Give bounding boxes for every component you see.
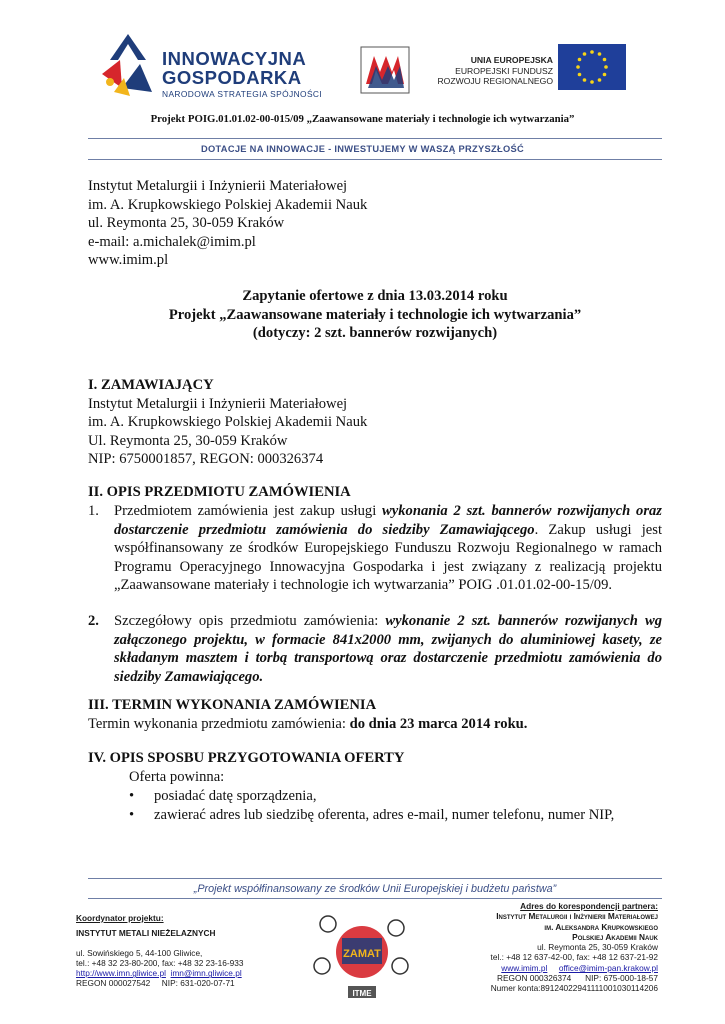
list-item: • posiadać datę sporządzenia, — [129, 788, 317, 804]
header-slogan: DOTACJE NA INNOWACJE - INWESTUJEMY W WASZĄ PRZYSZŁOŚĆ — [200, 144, 525, 154]
section-heading: III. TERMIN WYKONANIA ZAMÓWIENIA — [88, 697, 377, 713]
bullet-icon: • — [129, 788, 135, 804]
coordinator-email-link[interactable]: imn@imn.gliwice.pl — [170, 968, 242, 979]
list-item: 2. Szczegółowy opis przedmiotu zamówienia: wykonanie 2 szt. bannerów rozwijanych wg załączonego projektu, w formacie 841x2000 mm, zwijanych do aluminiowej kasety, ze składanym masztem i torbą transportową oraz dostarczenie przedmiotu zamówienia do siedziby Zamawiającego. — [88, 613, 663, 685]
list-item: 1. Przedmiotem zamówienia jest zakup usługi wykonania 2 szt. bannerów rozwijanych oraz dostarczenie przedmiotu zamówienia do siedziby Zamawiającego. Zakup usługi jest współfinansowany ze środków Europejskiego Funduszu Rozwoju Regionalnego w ramach Programu Operacyjnego Innowacyjna Gospodarka i jest związany z realizacją projektu „Zaawansowane materiały i technologie ich wytwarzania” POIG .01.01.02-00-15/09. — [88, 503, 662, 593]
logo-title: INNOWACYJNA GOSPODARKA — [162, 48, 307, 88]
section-termin: III. TERMIN WYKONANIA ZAMÓWIENIA Termin wykonania przedmiotu zamówienia: do dnia 23 marca 2014 roku. — [88, 697, 528, 732]
footer-partner: Adres do korespondencji partnera: Instytut Metalurgii i Inżynierii Materiałowej im. Aleksandra Krupkowskiego Polskiej Akademii Nauk ul. Reymonta 25, 30-059 Kraków tel.: +48 12 637-42-00, fax: +48 12 637-21-92 www.imim.pl office@imim-pan.krakow.pl REGON 000326374 NIP: 675-000-18-57 Numer konta:89124022941111001030114206 — [490, 901, 658, 994]
svg-text:ITME: ITME — [352, 989, 372, 998]
partner-www-link[interactable]: www.imim.pl — [501, 962, 548, 973]
eu-caption: UNIA EUROPEJSKA EUROPEJSKI FUNDUSZ ROZWOJU REGIONALNEGO — [437, 55, 553, 86]
section-heading: II. OPIS PRZEDMIOTU ZAMÓWIENIA — [88, 484, 351, 500]
header-divider-2 — [88, 159, 662, 160]
footer-slogan: „Projekt współfinansowany ze środków Unii Europejskiej i budżetu państwa” — [193, 883, 557, 895]
coordinator-www-link[interactable]: http://www.imn.gliwice.pl — [76, 968, 166, 979]
sender-address: Instytut Metalurgii i Inżynierii Materiałowej im. A. Krupkowskiego Polskiej Akademii Nauk ul. Reymonta 25, 30-059 Kraków e-mail: a.michalek@imim.pl www.imim.pl — [88, 178, 368, 268]
svg-text:ZAMAT: ZAMAT — [343, 948, 381, 960]
zamat-emblem-icon — [308, 908, 416, 1004]
innowacyjna-gospodarka-logo-icon — [100, 30, 158, 100]
footer-coordinator: Koordynator projektu: INSTYTUT METALI NIEŻELAZNYCH ul. Sowińskiego 5, 44-100 Gliwice, tel.: +48 32 23-80-200, fax: +48 32 23-16-933 http://www.imn.gliwice.pl imn@imn.gliwice.pl REGON 000027542 NIP: 631-020-07-71 — [76, 913, 244, 989]
footer-divider-2 — [88, 898, 662, 899]
list-item: • zawierać adres lub siedzibę oferenta, adres e-mail, numer telefonu, numer NIP, — [129, 807, 615, 823]
header-divider — [88, 138, 662, 139]
section-zamawiajacy: I. ZAMAWIAJĄCY Instytut Metalurgii i Inżynierii Materiałowej im. A. Krupkowskiego Polskiej Akademii Nauk Ul. Reymonta 25, 30-059 Kraków NIP: 6750001857, REGON: 000326374 — [88, 377, 368, 467]
oferta-intro: Oferta powinna: — [129, 769, 225, 785]
section-heading: IV. OPIS SPOSBU PRZYGOTOWANIA OFERTY — [88, 750, 405, 766]
imim-logo-icon — [360, 46, 410, 94]
eu-flag-icon — [558, 44, 626, 90]
project-line: Projekt POIG.01.01.02-00-015/09 „Zaawansowane materiały i technologie ich wytwarzania” — [150, 113, 575, 125]
partner-email-link[interactable]: office@imim-pan.krakow.pl — [558, 962, 658, 973]
footer-divider — [88, 878, 662, 879]
logo-subtitle: NARODOWA STRATEGIA SPÓJNOŚCI — [162, 89, 323, 99]
bullet-icon: • — [129, 807, 135, 823]
section-heading: I. ZAMAWIAJĄCY — [88, 377, 214, 393]
document-title: Zapytanie ofertowe z dnia 13.03.2014 roku Projekt „Zaawansowane materiały i technologie ich wytwarzania” (dotyczy: 2 szt. bannerów rozwijanych) — [168, 288, 582, 341]
